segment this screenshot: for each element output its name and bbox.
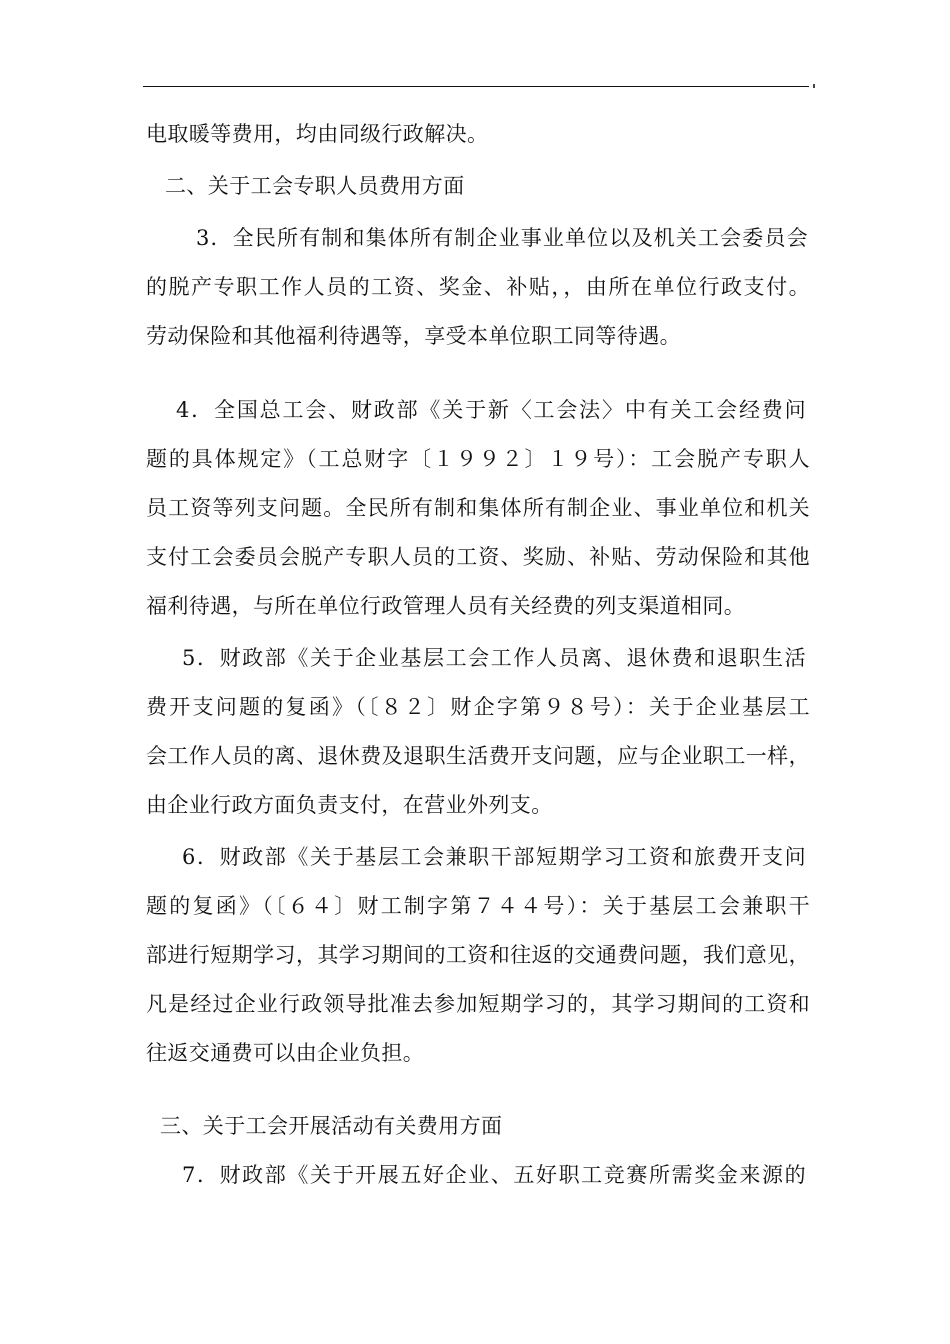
section-heading: 三、关于工会开展活动有关费用方面: [160, 1114, 503, 1138]
paragraph-line: 劳动保险和其他福利待遇等，享受本单位职工同等待遇。: [146, 324, 681, 348]
header-rule: [143, 86, 809, 87]
paragraph-line: 的脱产专职工作人员的工资、奖金、补贴，，由所在单位行政支付。: [146, 275, 810, 299]
paragraph-line: 题的复函》（〔６４〕财工制字第７４４号）：关于基层工会兼职干: [146, 894, 810, 918]
paragraph-line: 3．全民所有制和集体所有制企业事业单位以及机关工会委员会: [196, 226, 808, 250]
paragraph-line: 会工作人员的离、退休费及退职生活费开支问题，应与企业职工一样，: [146, 744, 810, 768]
paragraph-line: 福利待遇，与所在单位行政管理人员有关经费的列支渠道相同。: [146, 594, 746, 618]
paragraph-line: 7．财政部《关于开展五好企业、五好职工竞赛所需奖金来源的: [182, 1163, 806, 1187]
paragraph-line: 员工资等列支问题。全民所有制和集体所有制企业、事业单位和机关: [146, 496, 810, 520]
paragraph-line: 5．财政部《关于企业基层工会工作人员离、退休费和退职生活: [182, 646, 806, 670]
paragraph-line: 凡是经过企业行政领导批准去参加短期学习的，其学习期间的工资和: [146, 992, 810, 1016]
paragraph-line: 题的具体规定》（工总财字〔１９９２〕１９号）：工会脱产专职人: [146, 447, 810, 471]
paragraph-line: 往返交通费可以由企业负担。: [146, 1041, 425, 1065]
paragraph-line: 部进行短期学习，其学习期间的工资和往返的交通费问题，我们意见，: [146, 943, 810, 967]
paragraph-line: 支付工会委员会脱产专职人员的工资、奖励、补贴、劳动保险和其他: [146, 545, 810, 569]
section-heading: 二、关于工会专职人员费用方面: [165, 174, 465, 198]
paragraph-line: 由企业行政方面负责支付，在营业外列支。: [146, 793, 553, 817]
paragraph-line: 4．全国总工会、财政部《关于新〈工会法〉中有关工会经费问: [176, 398, 806, 422]
paragraph-line: 费开支问题的复函》（〔８２〕财企字第９８号）：关于企业基层工: [146, 695, 810, 719]
paragraph-line: 电取暖等费用，均由同级行政解决。: [146, 122, 489, 146]
paragraph-line: 6．财政部《关于基层工会兼职干部短期学习工资和旅费开支问: [182, 845, 806, 869]
